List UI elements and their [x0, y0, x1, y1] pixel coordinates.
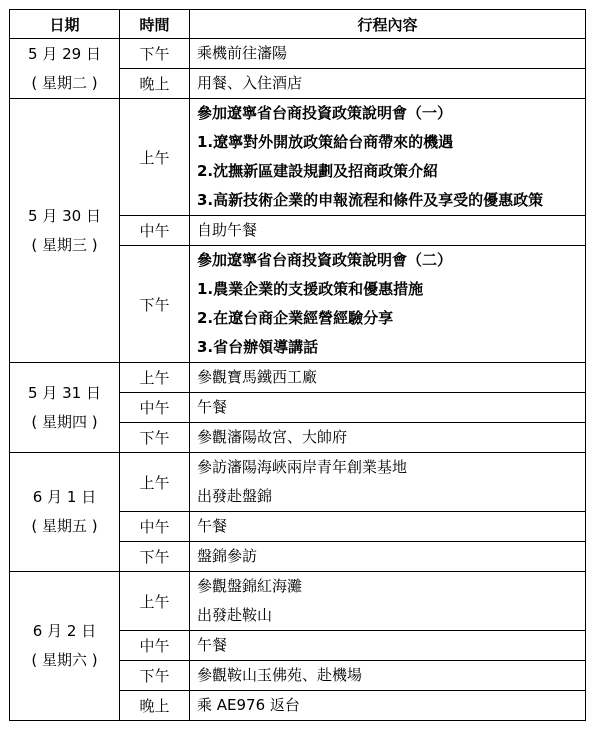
content-cell: [190, 39, 586, 69]
time-cell: 中午: [120, 631, 190, 661]
content-cell: [190, 661, 586, 691]
content-line: 2.在遼台商企業經營經驗分享: [197, 309, 394, 327]
table-row: [10, 363, 586, 393]
date-label: 6 月 1 日: [32, 488, 97, 506]
content-line: 午餐: [197, 398, 228, 416]
content-line: 乘 AE976 返台: [197, 696, 300, 714]
time-cell: 下午: [120, 542, 190, 572]
header-date: 日期: [10, 10, 120, 39]
time-cell: 中午: [120, 393, 190, 423]
date-cell: [10, 572, 120, 721]
content-line: 1.遼寧對外開放政策給台商帶來的機遇: [197, 133, 454, 151]
time-cell: 上午: [120, 572, 190, 631]
content-line: 出發赴鞍山: [197, 606, 273, 624]
time-cell: 上午: [120, 99, 190, 216]
content-line: 午餐: [197, 636, 228, 654]
weekday-label: ( 星期四 ): [31, 412, 98, 431]
time-cell: 下午: [120, 661, 190, 691]
content-cell: [190, 363, 586, 393]
content-line: 1.農業企業的支援政策和優惠措施: [197, 280, 424, 298]
time-cell: 中午: [120, 216, 190, 246]
date-label: 5 月 29 日: [28, 44, 101, 63]
content-line: 2.沈撫新區建設規劃及招商政策介紹: [197, 162, 439, 180]
date-cell: [10, 39, 120, 99]
table-row: [10, 453, 586, 512]
content-cell: [190, 99, 586, 216]
weekday-label: ( 星期五 ): [31, 517, 98, 535]
content-line: 自助午餐: [197, 221, 258, 239]
content-cell: [190, 572, 586, 631]
time-cell: 上午: [120, 363, 190, 393]
date-label: 5 月 31 日: [28, 383, 101, 402]
content-cell: [190, 393, 586, 423]
content-cell: [190, 216, 586, 246]
date-cell: [10, 363, 120, 453]
date-label: 6 月 2 日: [32, 622, 97, 640]
content-cell: [190, 246, 586, 363]
header-row: [10, 10, 586, 39]
content-line: 參訪瀋陽海峽兩岸青年創業基地: [197, 458, 408, 476]
content-cell: [190, 542, 586, 572]
weekday-label: ( 星期六 ): [31, 651, 98, 669]
content-line: 3.高新技術企業的申報流程和條件及享受的優惠政策: [197, 191, 544, 209]
content-line: 參加遼寧省台商投資政策說明會（二）: [197, 251, 453, 269]
content-line: 午餐: [197, 517, 228, 535]
content-line: 參加遼寧省台商投資政策說明會（一）: [197, 104, 453, 122]
content-line: 用餐、入住酒店: [197, 74, 303, 92]
content-line: 出發赴盤錦: [197, 487, 273, 505]
time-cell: 中午: [120, 512, 190, 542]
content-line: 參觀盤錦紅海灘: [197, 577, 303, 595]
weekday-label: ( 星期二 ): [31, 73, 98, 92]
content-cell: [190, 453, 586, 512]
content-line: 參觀鞍山玉佛苑、赴機場: [197, 666, 363, 684]
time-cell: 晚上: [120, 691, 190, 721]
time-cell: 下午: [120, 39, 190, 69]
header-content: 行程內容: [190, 10, 586, 39]
content-cell: [190, 691, 586, 721]
itinerary-table: [9, 9, 586, 721]
content-line: 參觀瀋陽故宮、大帥府: [197, 428, 348, 446]
table-row: [10, 572, 586, 631]
time-cell: 下午: [120, 246, 190, 363]
time-cell: 晚上: [120, 69, 190, 99]
header-time: 時間: [120, 10, 190, 39]
time-cell: 下午: [120, 423, 190, 453]
content-cell: [190, 512, 586, 542]
date-cell: [10, 99, 120, 363]
date-cell: [10, 453, 120, 572]
table-row: [10, 99, 586, 216]
content-line: 盤錦參訪: [197, 547, 258, 565]
time-cell: 上午: [120, 453, 190, 512]
content-line: 乘機前往瀋陽: [197, 44, 288, 62]
table-row: [10, 39, 586, 69]
content-line: 3.省台辦領導講話: [197, 338, 319, 356]
content-cell: [190, 631, 586, 661]
content-cell: [190, 69, 586, 99]
content-line: 參觀寶馬鐵西工廠: [197, 368, 318, 386]
date-label: 5 月 30 日: [28, 206, 101, 225]
weekday-label: ( 星期三 ): [31, 235, 98, 254]
content-cell: [190, 423, 586, 453]
